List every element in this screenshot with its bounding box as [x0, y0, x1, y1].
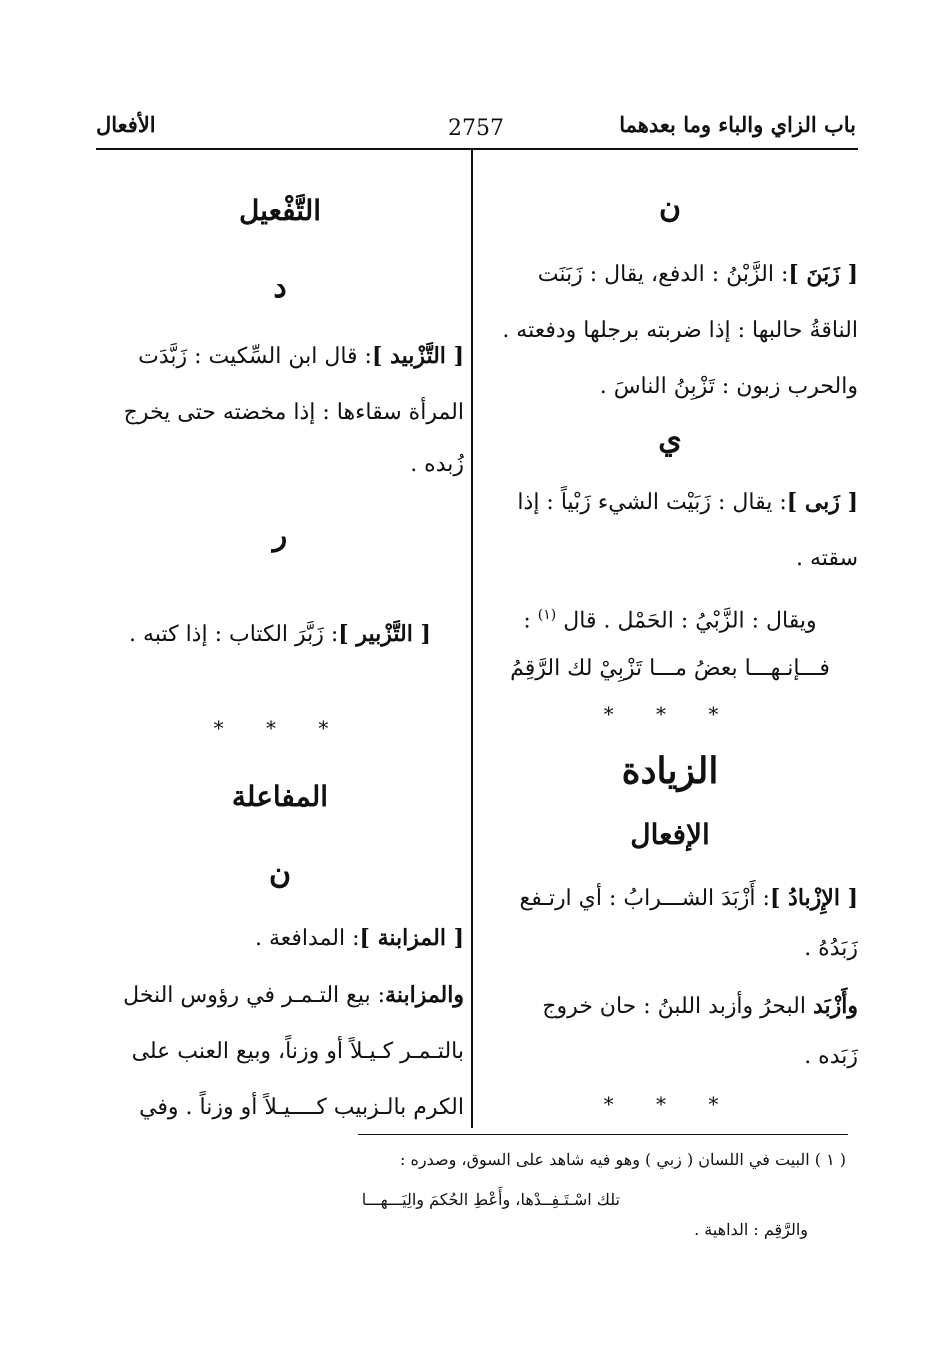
entry-line: ويقال : الزَّبْيُ : الحَمْل . قال $^{(١)}$ : — [523, 607, 817, 634]
entry-headword: وأَزْبَد — [812, 993, 858, 1019]
entry-headword: [ التَّزْبير ] — [338, 621, 431, 647]
entry-line — [96, 967, 464, 1024]
entry-text: : زَبَّرَ الكتاب : إذا كتبه . — [129, 622, 339, 647]
entry-text: : أَزْبَدَ الشـــرابُ : أي ارتـفع — [519, 886, 770, 911]
entry-line: زُبده . — [410, 452, 464, 477]
entry-headword: [ المزابنة ] — [359, 925, 464, 951]
entry-line: والحرب زبون : تَزْبِنُ الناسَ . — [599, 374, 858, 399]
entry-line: الناقةُ حالبها : إذا ضربته برجلها ودفعته . — [502, 318, 858, 343]
entry-tazbir — [96, 606, 464, 663]
entry-line: الكرم بالـزبيب كــــيـلاً أو وزناً . وفي — [139, 1095, 464, 1120]
entry-headword: [ الإِزْبادُ ] — [769, 885, 858, 911]
entry-line — [482, 246, 858, 303]
entry-line: بالتـمـر كـيـلاً أو وزناً، وبيع العنب على — [131, 1039, 464, 1064]
column-divider — [471, 150, 473, 1128]
entry-muzabana — [96, 910, 464, 1136]
footnote-ref: (١) — [537, 607, 557, 623]
footnote-1: ( ١ ) البيت في اللسان ( زبي ) وهو فيه شاهد على السوق، وصدره : — [400, 1150, 846, 1169]
section-separator: * * * — [603, 1092, 737, 1116]
entry-azbad — [482, 978, 858, 1079]
entry-headword: [ زَبَنَ ] — [788, 261, 858, 287]
entry-tazbid — [96, 328, 464, 489]
entry-line — [482, 474, 858, 531]
entry-zabana — [482, 246, 858, 415]
poetry-verse: فـــإنـهـــا بعضُ مـــا تَزْبِيْ لك الرَّقِمُ — [510, 656, 830, 682]
entry-headword: [ زَبى ] — [786, 489, 858, 515]
section-separator: * * * — [603, 702, 737, 726]
entry-headword: [ التَّزْبيد ] — [371, 343, 464, 369]
letter-heading-d: د — [273, 270, 287, 305]
letter-heading-r: ر — [272, 518, 288, 553]
chapter-title: باب الزاي والباء وما بعدهما — [619, 112, 856, 137]
entry-line — [482, 870, 858, 927]
header-rule — [96, 148, 858, 150]
entry-headword: والمزابنة — [385, 982, 464, 1008]
section-heading-mufaala: المفاعلة — [231, 780, 329, 813]
entry-line: المرأة سقاءها : إذا مخضته حتى يخرج — [123, 400, 464, 425]
entry-line: زَبَده . — [804, 1044, 858, 1069]
entry-text: : بيع التـمـر في رؤوس النخل — [123, 983, 386, 1008]
page-header — [96, 106, 856, 146]
footnote-gloss: والرَّقِم : الداهية . — [694, 1220, 808, 1239]
entry-line — [482, 978, 858, 1035]
entry-text: : قال ابن السِّكيت : زَبَّدَت — [138, 344, 372, 369]
entry-text: : المدافعة . — [255, 926, 360, 951]
letter-heading-y: ي — [658, 422, 682, 457]
section-heading-ziyada: الزيادة — [621, 750, 719, 792]
subheading-ifal: الإفعال — [630, 818, 710, 851]
entry-text: : الزَّبْنُ : الدفع، يقال : زَبَنَت — [537, 262, 789, 287]
entry-line — [96, 328, 464, 385]
page-number: 2757 — [448, 116, 504, 141]
letter-heading-n: ن — [658, 190, 682, 225]
entry-text: البحرُ وأزبد اللبنُ : حان خروج — [542, 994, 806, 1019]
section-heading-tafil: التَّفْعيل — [238, 194, 322, 227]
entry-line — [96, 910, 464, 967]
entry-text: : يقال : زَبَيْت الشيء زَبْياً : إذا — [517, 490, 787, 515]
entry-line — [96, 606, 464, 663]
entry-line: سقته . — [796, 546, 858, 571]
footnote-verse: تلك اسْـتَـفِــدْها، وأَعْطِ الحُكمَ والِيَـــهـــا — [361, 1190, 620, 1209]
section-title: الأفعال — [96, 112, 156, 137]
entry-line: زَبَدُهُ . — [804, 936, 858, 961]
footnote-rule — [358, 1134, 848, 1135]
letter-heading-n: ن — [268, 856, 292, 891]
entry-zaba — [482, 474, 858, 689]
entry-izbad — [482, 870, 858, 971]
section-separator: * * * — [213, 716, 347, 740]
